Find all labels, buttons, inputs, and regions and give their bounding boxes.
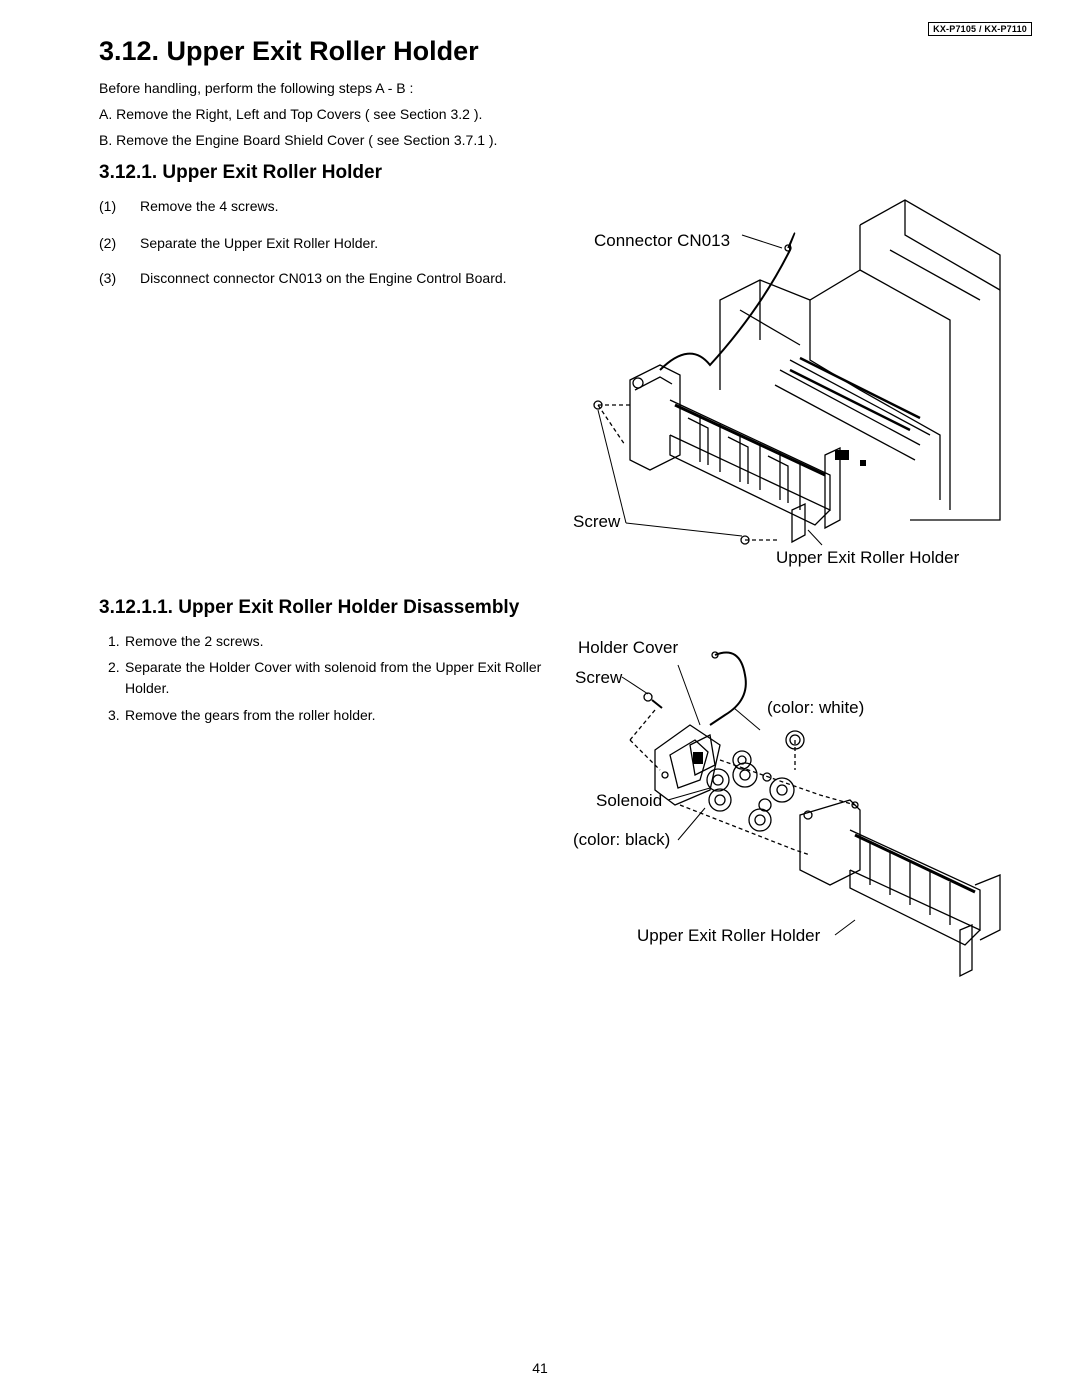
sub-step-1-num: (1) xyxy=(99,198,117,214)
step-b: B. Remove the Engine Board Shield Cover ( see Section 3.7.1 ). xyxy=(99,132,498,148)
sub-step-1 xyxy=(99,198,279,214)
label-color-black: (color: black) xyxy=(573,830,671,849)
model-number-box: KX-P7105 / KX-P7110 xyxy=(928,22,1032,36)
sub-step-2-text: Separate the Upper Exit Roller Holder. xyxy=(140,235,379,251)
subsection-title: 3.12.1. Upper Exit Roller Holder xyxy=(99,162,382,183)
sub-step-3-text: Disconnect connector CN013 on the Engine Control Board. xyxy=(140,270,507,286)
label-upper-exit-roller-holder: Upper Exit Roller Holder xyxy=(776,548,960,567)
disassembly-step-1-num: 1. xyxy=(108,633,120,649)
label-color-white: (color: white) xyxy=(767,698,865,717)
label-screw: Screw xyxy=(573,512,621,531)
disassembly-step-2-num: 2. xyxy=(108,659,120,675)
intro-text: Before handling, perform the following steps A - B : xyxy=(99,80,414,96)
label-screw-2: Screw xyxy=(575,668,623,687)
label-upper-exit-roller-holder-2: Upper Exit Roller Holder xyxy=(637,926,821,945)
sub-step-3 xyxy=(99,270,507,286)
label-solenoid: Solenoid xyxy=(596,791,663,810)
section-title: 3.12. Upper Exit Roller Holder xyxy=(99,36,479,66)
label-holder-cover: Holder Cover xyxy=(578,638,679,657)
disassembly-step-3 xyxy=(108,705,558,726)
sub-step-2-num: (2) xyxy=(99,235,117,251)
sub-step-1-text: Remove the 4 screws. xyxy=(140,198,279,214)
label-connector-cn013: Connector CN013 xyxy=(594,231,731,250)
disassembly-step-3-text: Remove the gears from the roller holder. xyxy=(125,707,376,723)
page-number: 41 xyxy=(532,1360,548,1376)
disassembly-step-3-num: 3. xyxy=(108,707,120,723)
sub-step-3-num: (3) xyxy=(99,270,117,286)
disassembly-step-1 xyxy=(108,631,558,652)
sub-step-2 xyxy=(99,235,378,251)
disassembly-step-2-text: Separate the Holder Cover with solenoid from the Upper Exit Roller Holder. xyxy=(125,659,542,696)
disassembly-step-2 xyxy=(108,657,558,699)
step-a: A. Remove the Right, Left and Top Covers ( see Section 3.2 ). xyxy=(99,106,483,122)
disassembly-step-1-text: Remove the 2 screws. xyxy=(125,633,264,649)
subsubsection-title: 3.12.1.1. Upper Exit Roller Holder Disassembly xyxy=(99,597,520,618)
